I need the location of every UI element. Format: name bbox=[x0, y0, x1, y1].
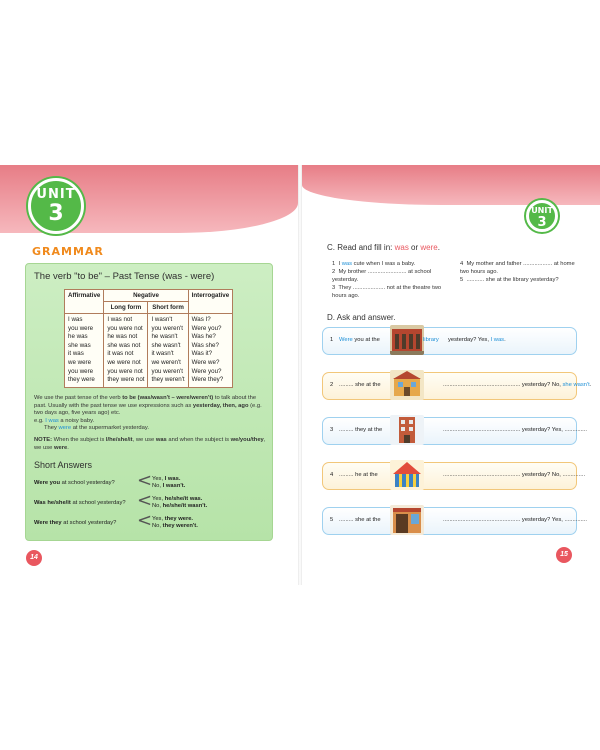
text-run: No, bbox=[152, 483, 163, 490]
text-run: . bbox=[504, 337, 506, 343]
text-run: to talk about the past. Usually with the past tense we use expressions such as bbox=[34, 395, 257, 409]
table-cell: Was I? bbox=[191, 316, 211, 323]
table-cell: you were not bbox=[107, 324, 143, 332]
text-run: I bbox=[338, 261, 342, 267]
text-run-red: were bbox=[420, 243, 438, 252]
page-number-left: 14 bbox=[26, 550, 42, 566]
text-run: C. Read and fill in: bbox=[327, 243, 395, 252]
text-run: at the supermarket yesterday. bbox=[71, 425, 149, 432]
item-number: 4 bbox=[460, 261, 464, 267]
text-run-bold: Were you bbox=[34, 480, 60, 486]
short-answer-1 bbox=[152, 476, 185, 491]
table-cell: Were we? bbox=[191, 358, 220, 366]
note-paragraph bbox=[34, 437, 268, 452]
text-run-blue: was bbox=[341, 261, 353, 267]
text-run-bold: he/she/it was. bbox=[164, 496, 203, 502]
item-number: 2 bbox=[332, 269, 336, 275]
text-run-bold: were bbox=[53, 444, 68, 451]
text-run-blue: I was bbox=[45, 417, 59, 424]
unit-badge-left bbox=[28, 178, 84, 234]
text-run: My mother and father .................. at home two hours ago. bbox=[460, 261, 575, 275]
table-cell: it wasn't bbox=[151, 350, 174, 358]
table-cell: Were you? bbox=[191, 324, 222, 332]
brace-icon: < bbox=[137, 470, 153, 491]
text-run: Yes, bbox=[152, 516, 165, 522]
row-answer bbox=[443, 427, 587, 433]
short-form-column bbox=[148, 314, 188, 388]
row-answer bbox=[443, 472, 585, 478]
text-run: ........... she at the library yesterday? bbox=[466, 277, 559, 283]
table-cell: she was bbox=[68, 341, 91, 349]
text-run: , we use bbox=[132, 436, 156, 443]
fill-in-item-5 bbox=[460, 277, 580, 285]
circus-picture bbox=[390, 460, 424, 490]
table-cell: she wasn't bbox=[151, 341, 181, 349]
table-cell: Was she? bbox=[191, 341, 219, 349]
ask-answer-row-2 bbox=[322, 372, 592, 400]
table-cell: I wasn't bbox=[151, 316, 173, 323]
header-negative: Negative bbox=[104, 290, 188, 302]
text-run-bold: was bbox=[155, 436, 167, 443]
textbook-spread bbox=[0, 165, 600, 585]
item-number: 5 bbox=[330, 517, 334, 523]
text-run: No, bbox=[152, 523, 163, 530]
text-run-blue: she wasn't bbox=[562, 382, 590, 388]
text-run: Yes, bbox=[152, 476, 165, 482]
table-cell: I was bbox=[68, 316, 83, 323]
table-cell: they weren't bbox=[151, 376, 185, 384]
header-long-form: Long form bbox=[104, 302, 148, 314]
unit-word: UNIT bbox=[36, 187, 76, 202]
short-answer-2 bbox=[152, 496, 207, 511]
item-number: 1 bbox=[332, 261, 336, 267]
row-answer bbox=[443, 517, 587, 523]
short-answer-question-2 bbox=[34, 500, 126, 506]
header-affirmative: Affirmative bbox=[65, 290, 104, 314]
text-run-blue: Were bbox=[339, 337, 353, 343]
book-spine bbox=[298, 165, 302, 585]
text-run: or bbox=[408, 243, 421, 252]
table-cell: she was not bbox=[107, 341, 141, 349]
explanation-paragraph bbox=[34, 395, 268, 418]
table-cell: we were bbox=[68, 358, 92, 366]
unit-number: 3 bbox=[48, 201, 64, 226]
text-run: ................................................ yesterday? No, .............. bbox=[443, 472, 586, 478]
text-run-bold: I/he/she/it bbox=[105, 436, 133, 443]
item-number: 3 bbox=[332, 285, 336, 291]
text-run-red: was bbox=[394, 243, 409, 252]
table-cell: Were they? bbox=[191, 376, 224, 384]
shop-picture bbox=[390, 505, 424, 535]
short-answer-question-3 bbox=[34, 520, 116, 526]
text-run: . bbox=[67, 444, 69, 451]
table-cell: it was not bbox=[107, 350, 134, 358]
library-picture bbox=[390, 325, 424, 355]
brace-icon: < bbox=[137, 490, 153, 511]
fill-in-item-2 bbox=[332, 269, 452, 284]
grammar-box-title: The verb "to be" – Past Tense (was - were) bbox=[34, 271, 215, 282]
row-prompt bbox=[339, 337, 380, 343]
ask-answer-row-5 bbox=[322, 507, 588, 535]
table-cell: you were not bbox=[107, 367, 143, 375]
grammar-title: GRAMMAR bbox=[32, 245, 104, 258]
short-answer-question-1 bbox=[34, 480, 115, 486]
table-cell: you were bbox=[68, 324, 94, 332]
page-number-right: 15 bbox=[556, 547, 572, 563]
text-run: you at the bbox=[352, 337, 380, 343]
text-run: Yes, bbox=[152, 496, 165, 502]
text-run: e.g. bbox=[34, 417, 46, 424]
picture-label: library bbox=[423, 337, 439, 343]
text-run: ................................................ yesterday? Yes, .............. bbox=[443, 517, 588, 523]
item-number: 2 bbox=[330, 382, 334, 388]
table-cell: Was it? bbox=[191, 350, 213, 358]
item-number: 5 bbox=[460, 277, 464, 283]
table-cell: it was bbox=[68, 350, 84, 358]
row-prompt: ......... he at the bbox=[339, 472, 378, 478]
brace-icon: < bbox=[137, 510, 153, 531]
text-run: ................................................ yesterday? Yes, .............. bbox=[443, 427, 588, 433]
table-cell: you were bbox=[68, 367, 94, 375]
table-cell: they were bbox=[68, 376, 95, 384]
table-cell: Were you? bbox=[191, 367, 222, 375]
text-run: at school yesterday? bbox=[61, 520, 117, 526]
text-run-bold: he/she/it wasn't. bbox=[162, 503, 208, 510]
table-cell: Was he? bbox=[191, 333, 216, 341]
text-run: at school yesterday? bbox=[60, 480, 115, 486]
ask-answer-row-3 bbox=[322, 417, 588, 445]
unit-word: UNIT bbox=[531, 206, 553, 215]
text-run: They .................... not at the theatre two hours ago. bbox=[332, 285, 442, 299]
text-run: When the subject is bbox=[52, 436, 106, 443]
table-cell: they were not bbox=[107, 376, 145, 384]
item-number: 1 bbox=[330, 337, 334, 343]
header-interrogative: Interrogative bbox=[188, 290, 232, 314]
text-run-bold: Was he/she/it bbox=[34, 500, 71, 506]
header-band-right bbox=[302, 165, 600, 205]
item-number: 3 bbox=[330, 427, 334, 433]
header-short-form: Short form bbox=[148, 302, 188, 314]
text-run: No, bbox=[152, 503, 163, 510]
fill-in-item-3 bbox=[332, 285, 452, 300]
table-cell: he was bbox=[68, 333, 88, 341]
section-d-title: D. Ask and answer. bbox=[327, 313, 396, 322]
table-cell: we were not bbox=[107, 358, 141, 366]
text-run: yesterday? Yes, bbox=[448, 337, 491, 343]
table-cell: I was not bbox=[107, 316, 133, 323]
table-cell: you weren't bbox=[151, 324, 183, 332]
grammar-explanation bbox=[34, 395, 268, 452]
grammar-box bbox=[25, 263, 273, 541]
row-prompt: ......... they at the bbox=[339, 427, 383, 433]
text-run-bold: we/you/they bbox=[230, 436, 264, 443]
text-run-blue: were bbox=[58, 425, 72, 432]
fill-in-item-4 bbox=[460, 261, 580, 276]
unit-badge-right bbox=[526, 200, 558, 232]
text-run-bold: yesterday, then, ago bbox=[192, 402, 249, 409]
ask-answer-row-4 bbox=[322, 462, 586, 490]
text-run-bold: I wasn't. bbox=[162, 483, 186, 490]
text-run-blue: I was bbox=[490, 337, 505, 343]
affirmative-column bbox=[65, 314, 104, 388]
building-picture bbox=[390, 415, 424, 445]
text-run: They bbox=[44, 425, 59, 432]
text-run: My brother ........................ at school yesterday. bbox=[332, 269, 432, 283]
school-picture bbox=[390, 370, 424, 400]
fill-in-item-1 bbox=[332, 261, 452, 269]
text-run: at school yesterday? bbox=[70, 500, 126, 506]
text-run: a noisy baby. bbox=[58, 417, 95, 424]
row-prompt: ......... she at the bbox=[339, 382, 381, 388]
example-line-2 bbox=[34, 425, 268, 433]
text-run: . bbox=[437, 243, 440, 252]
text-run-bold: I was. bbox=[164, 476, 181, 482]
text-run: cute when I was a baby. bbox=[352, 261, 416, 267]
interrogative-column bbox=[188, 314, 232, 388]
text-run-bold: they were. bbox=[164, 516, 194, 522]
short-answers-title: Short Answers bbox=[34, 460, 93, 470]
note-label: NOTE: bbox=[34, 436, 53, 443]
table-cell: you weren't bbox=[151, 367, 183, 375]
text-run: We use the past tense of the verb bbox=[34, 395, 123, 401]
row-answer bbox=[443, 382, 591, 388]
to-be-table bbox=[64, 289, 233, 388]
table-cell: we weren't bbox=[151, 358, 181, 366]
table-cell: he wasn't bbox=[151, 333, 178, 341]
text-run: and when the subject is bbox=[166, 436, 231, 443]
long-form-column bbox=[104, 314, 148, 388]
text-run-bold: Were they bbox=[34, 520, 62, 526]
item-number: 4 bbox=[330, 472, 334, 478]
short-answer-3 bbox=[152, 516, 198, 531]
unit-number: 3 bbox=[537, 215, 547, 230]
table-cell: he was not bbox=[107, 333, 138, 341]
text-run: , we use bbox=[34, 436, 266, 451]
text-run: . bbox=[589, 382, 592, 388]
text-run: (e.g. two days ago, five years ago) etc. bbox=[34, 402, 262, 417]
text-run-bold: to be (was/wasn't – were/weren't) bbox=[122, 395, 214, 401]
ask-answer-row-1 bbox=[322, 327, 577, 355]
row-answer bbox=[448, 337, 506, 343]
text-run-bold: they weren't. bbox=[162, 523, 198, 530]
section-c-title bbox=[327, 243, 440, 252]
row-prompt: ......... she at the bbox=[339, 517, 381, 523]
example-line-1 bbox=[34, 418, 268, 426]
text-run: ................................................ yesterday? No, bbox=[443, 382, 563, 388]
